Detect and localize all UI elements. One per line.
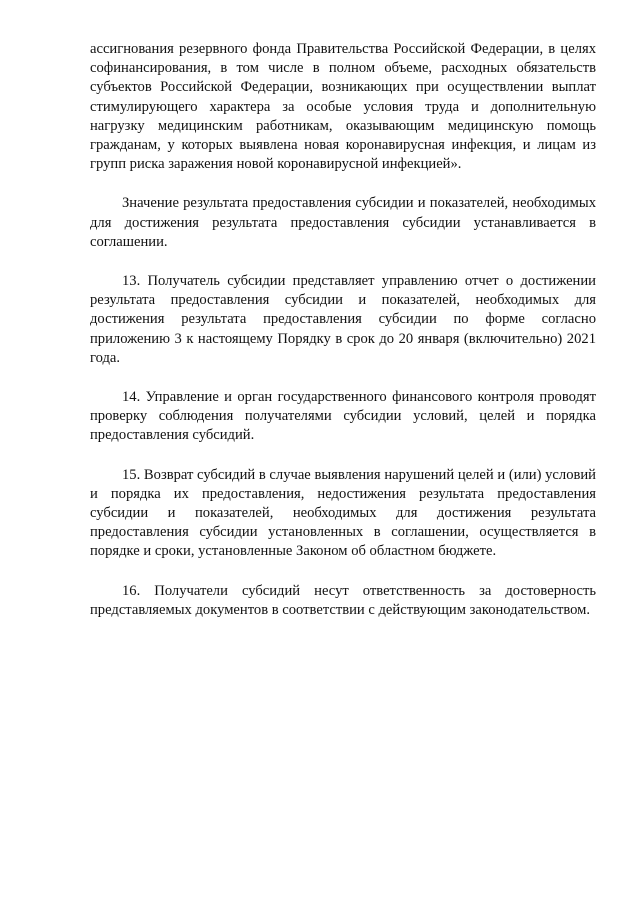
paragraph-item-16: 16. Получатели субсидий несут ответственность за достоверность представляемых документов в соответствии с действующим законодательством.	[90, 582, 596, 618]
paragraph-item-14: 14. Управление и орган государственного финансового контроля проводят проверку соблюдения получателями субсидии условий, целей и порядка предоставления субсидий.	[90, 389, 596, 444]
paragraph-item-15: 15. Возврат субсидий в случае выявления нарушений целей и (или) условий и порядка их предоставления, недостижения результата предоставления субсидии и показателей, необходимых для достижения результата предоставления субсидии установленных в соглашении, осуществляется в порядке и сроки, установленные Законом об областном бюджете.	[90, 466, 596, 560]
paragraph-result-value: Значение результата предоставления субсидии и показателей, необходимых для достижения результата предоставления субсидии устанавливается в соглашении.	[90, 195, 596, 250]
paragraph-item-13: 13. Получатель субсидии представляет управлению отчет о достижении результата предоставления субсидии и показателей, необходимых для достижения результата предоставления субсидии по форме согласно приложению 3 к настоящему Порядку в срок до 20 января (включительно) 2021 года.	[90, 273, 596, 366]
document-body	[90, 40, 596, 640]
paragraph-continuation: ассигнования резервного фонда Правительства Российской Федерации, в целях софинансирования, в том числе в полном объеме, расходных обязательств субъектов Российской Федерации, возникающих при осуществлении выплат стимулирующего характера за особые условия труда и дополнительную нагрузку медицинским работникам, оказывающим медицинскую помощь гражданам, у которых выявлена новая коронавирусная инфекция, и лицам из групп риска заражения новой коронавирусной инфекцией».	[90, 41, 596, 173]
